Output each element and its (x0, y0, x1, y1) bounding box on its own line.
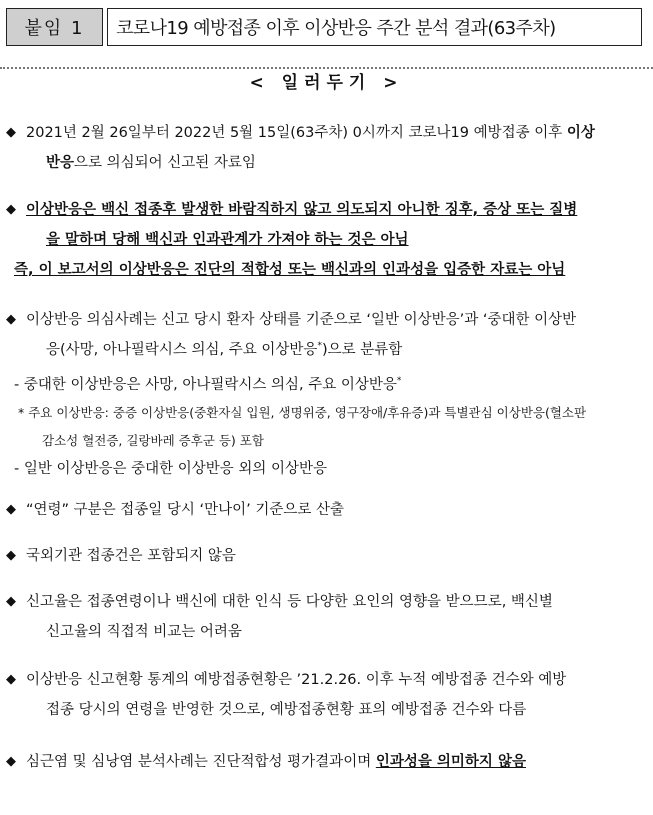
note-text-continued: 반응으로 의심되어 신고된 자료임 (46, 155, 256, 171)
attachment-badge: 붙임 1 (6, 8, 103, 46)
notes-list (6, 118, 642, 777)
diamond-bullet-icon: ◆ (6, 548, 16, 563)
note-item-myocarditis (6, 747, 642, 777)
document-header (6, 8, 642, 46)
sub-item-general: - 일반 이상반응은 중대한 이상반응 외의 이상반응 (14, 461, 328, 477)
diamond-bullet-icon: ◆ (6, 754, 16, 769)
footnote-major-reactions-continued: 감소성 혈전증, 길랑바레 증후군 등) 포함 (42, 433, 264, 448)
note-item-adverse-reaction-definition (6, 195, 642, 285)
note-text-continued: 신고율의 직접적 비교는 어려움 (46, 624, 242, 640)
note-item-reporting-rate (6, 587, 642, 647)
diamond-bullet-icon: ◆ (6, 202, 16, 217)
note-text: “연령” 구분은 접종일 당시 ‘만나이’ 기준으로 산출 (26, 502, 345, 518)
note-item-classification (6, 305, 642, 483)
note-text: 2021년 2월 26일부터 2022년 5월 15일(63주차) 0시까지 코로나19 예방접종 이후 이상 (26, 125, 595, 141)
document-title (107, 8, 642, 46)
note-text-continued: 응(사망, 아나필락시스 의심, 주요 이상반응*)으로 분류함 (46, 341, 403, 358)
note-text-continued: 접종 당시의 연령을 반영한 것으로, 예방접종현황 표의 예방접종 건수와 다름 (46, 702, 527, 718)
diamond-bullet-icon: ◆ (6, 125, 16, 140)
diamond-bullet-icon: ◆ (6, 502, 16, 517)
note-text-disclaimer: 즉, 이 보고서의 이상반응은 진단의 적합성 또는 백신과의 인과성을 입증한 자료는 아님 (14, 262, 566, 278)
note-text: 이상반응 신고현황 통계의 예방접종현황은 ’21.2.26. 이후 누적 예방접종 건수와 예방 (26, 672, 567, 688)
note-text: 이상반응은 백신 접종후 발생한 바람직하지 않고 의도되지 아니한 징후, 증상 또는 질병 (26, 202, 578, 218)
note-text-continued: 을 말하며 당해 백신과 인과관계가 가져야 하는 것은 아님 (46, 232, 409, 248)
diamond-bullet-icon: ◆ (6, 312, 16, 327)
notes-heading: < 일러두기 > (249, 73, 404, 93)
note-text: 국외기관 접종건은 포함되지 않음 (26, 548, 236, 564)
footnote-major-reactions: * 주요 이상반응: 중증 이상반응(중환자실 입원, 생명위중, 영구장애/후유증)과 특별관심 이상반응(혈소판 (18, 405, 587, 420)
note-item-overseas (6, 541, 642, 571)
note-item-reporting-period (6, 118, 642, 178)
note-text: 이상반응 의심사례는 신고 당시 환자 상태를 기준으로 ‘일반 이상반응’과 ‘중대한 이상반 (26, 312, 577, 328)
diamond-bullet-icon: ◆ (6, 594, 16, 609)
note-text: 신고율은 접종연령이나 백신에 대한 인식 등 다양한 요인의 영향을 받으므로, 백신별 (26, 594, 553, 610)
note-item-vaccination-status (6, 665, 642, 725)
diamond-bullet-icon: ◆ (6, 672, 16, 687)
document-title-text: 코로나19 예방접종 이후 이상반응 주간 분석 결과(63주차) (116, 18, 556, 39)
sub-item-serious: - 중대한 이상반응은 사망, 아나필락시스 의심, 주요 이상반응* (14, 376, 402, 393)
note-text: 심근염 및 심낭염 분석사례는 진단적합성 평가결과이며 인과성을 의미하지 않음 (26, 754, 526, 770)
note-item-age (6, 495, 642, 525)
